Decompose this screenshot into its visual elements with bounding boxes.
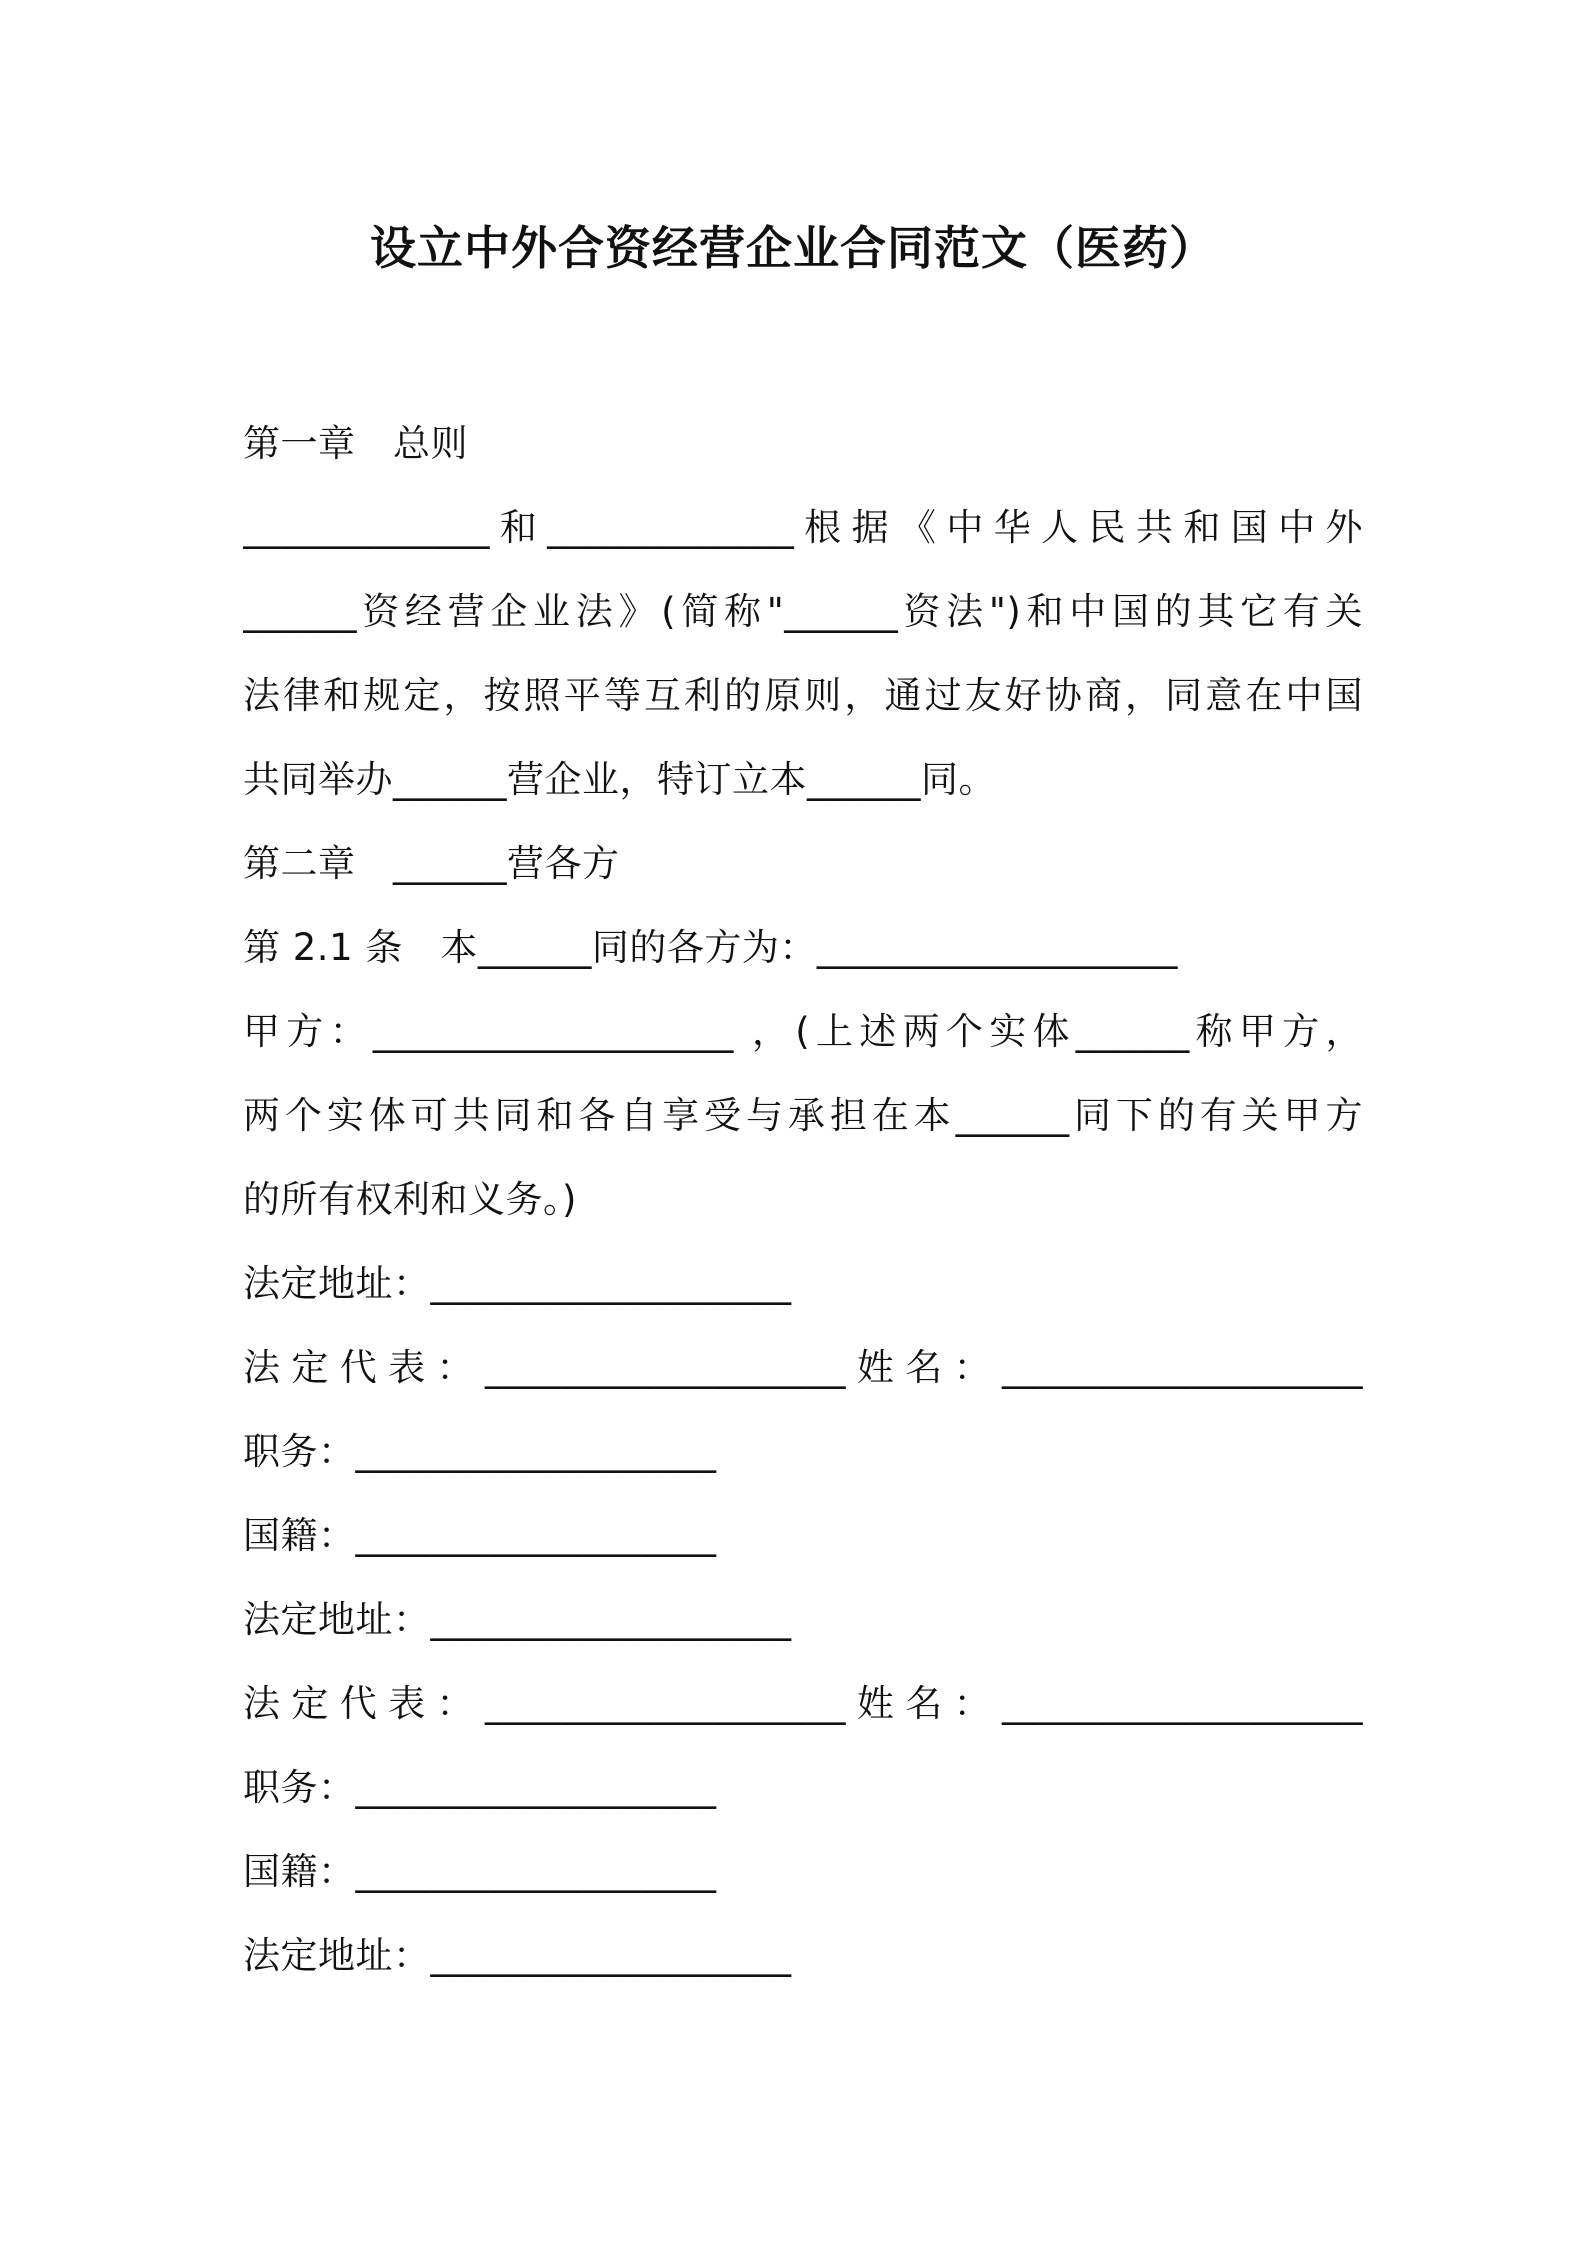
- nationality-field: 国籍：___________________: [243, 1850, 717, 1893]
- document-title: 设立中外合资经营企业合同范文（医药）: [370, 221, 1216, 275]
- paragraph-line: 法律和规定，按照平等互利的原则，通过友好协商，同意在中国: [243, 674, 1363, 717]
- legal-address-field: 法定地址：___________________: [243, 1934, 792, 1977]
- legal-address-field: 法定地址：___________________: [243, 1598, 792, 1641]
- position-field: 职务：___________________: [243, 1430, 717, 1473]
- nationality-field: 国籍：___________________: [243, 1514, 717, 1557]
- party-a-line: 甲方：___________________ ，(上述两个实体______称甲方，: [243, 1010, 1363, 1053]
- position-field: 职务：___________________: [243, 1766, 717, 1809]
- chapter-2-heading: 第二章 ______营各方: [243, 842, 620, 885]
- paragraph-line: 两个实体可共同和各自享受与承担在本______同下的有关甲方: [243, 1094, 1363, 1137]
- paragraph-line: 共同举办______营企业，特订立本______同。: [243, 758, 996, 801]
- article-2-1: 第 2.1 条 本______同的各方为：___________________: [243, 926, 1178, 969]
- paragraph-line: ______资经营企业法》(简称"______资法")和中国的其它有关: [243, 590, 1363, 633]
- legal-representative-field: 法定代表：___________________姓名：___________________: [243, 1682, 1363, 1725]
- document-body: [243, 402, 1363, 1998]
- paragraph-line: 的所有权利和义务。): [243, 1178, 577, 1221]
- legal-address-field: 法定地址：___________________: [243, 1262, 792, 1305]
- chapter-1-heading: 第一章 总则: [243, 422, 468, 465]
- paragraph-line: _____________和_____________根据《中华人民共和国中外: [243, 506, 1363, 549]
- legal-representative-field: 法定代表：___________________姓名：___________________: [243, 1346, 1363, 1389]
